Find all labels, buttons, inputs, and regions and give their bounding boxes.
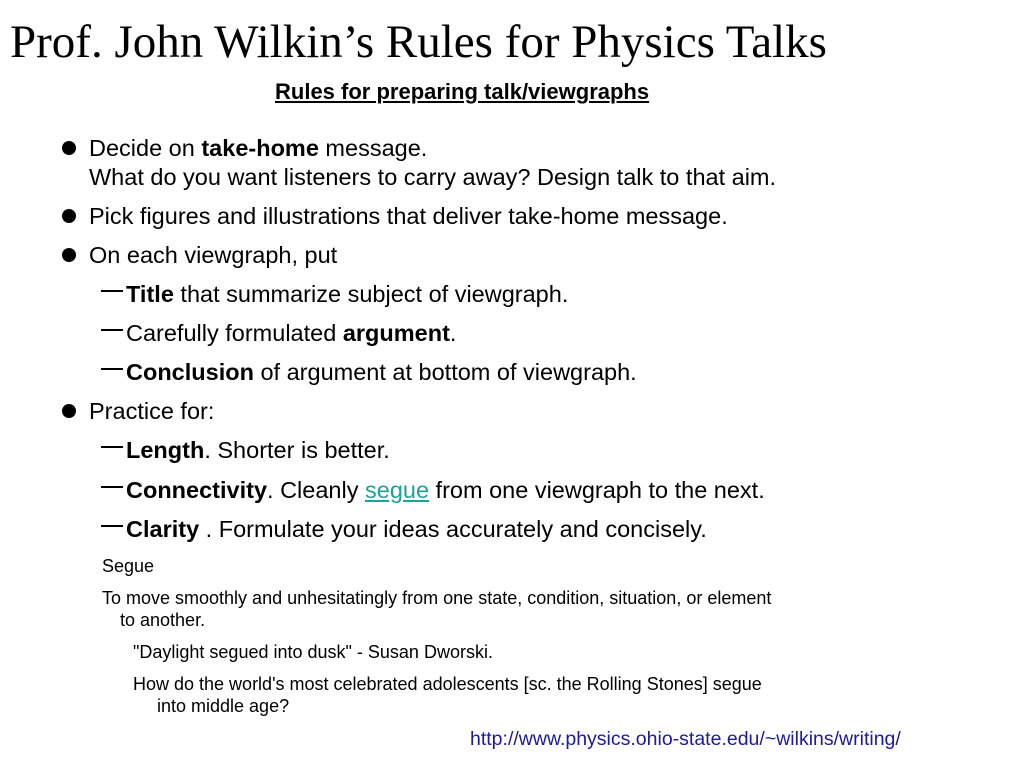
item-bold-text: take-home — [201, 135, 319, 161]
note-definition-continuation: to another. — [120, 610, 206, 630]
item-text: message. — [318, 135, 428, 161]
note-term: Segue — [102, 556, 155, 576]
source-url-link[interactable]: http://www.physics.ohio-state.edu/~wilkins/writing/ — [470, 728, 901, 750]
item-bold-text: argument — [342, 320, 450, 346]
sub-item-conclusion — [126, 357, 637, 387]
bullet-icon — [62, 209, 76, 223]
bullet-item-viewgraph: On each viewgraph, put — [89, 242, 338, 268]
note-example: How do the world's most celebrated adolescents [sc. the Rolling Stones] segue — [133, 674, 762, 694]
item-text: . — [449, 320, 457, 346]
bullet-icon — [62, 404, 76, 418]
slide-subtitle: Rules for preparing talk/viewgraphs — [275, 79, 650, 104]
item-text: Carefully formulated — [126, 320, 343, 346]
dash-icon — [101, 446, 123, 448]
note-example: "Daylight segued into dusk" - Susan Dworski. — [133, 642, 493, 662]
item-text: . Shorter is better. — [204, 437, 390, 463]
item-text: from one viewgraph to the next. — [429, 477, 765, 503]
sub-item-title — [126, 279, 568, 309]
bullet-icon — [62, 248, 76, 262]
bullet-item-take-home — [89, 133, 427, 163]
item-text: . Cleanly — [267, 477, 365, 503]
dash-icon — [101, 525, 123, 527]
bullet-item-practice: Practice for: — [89, 398, 215, 424]
item-bold-text: Title — [126, 281, 174, 307]
item-bold-text: Clarity — [126, 516, 200, 542]
note-example-continuation: into middle age? — [157, 696, 290, 716]
segue-link[interactable]: segue — [365, 477, 430, 503]
sub-item-connectivity — [126, 475, 765, 505]
note-definition: To move smoothly and unhesitatingly from one state, condition, situation, or element — [102, 588, 772, 608]
dash-icon — [101, 290, 123, 292]
item-bold-text: Length — [126, 437, 205, 463]
bullet-item-figures: Pick figures and illustrations that deliver take-home message. — [89, 203, 728, 229]
bullet-item-continuation: What do you want listeners to carry away? Design talk to that aim. — [89, 164, 777, 190]
item-bold-text: Conclusion — [126, 359, 254, 385]
slide-title: Prof. John Wilkin’s Rules for Physics Talks — [10, 16, 827, 68]
sub-item-length — [126, 435, 390, 465]
item-text: Decide on — [89, 135, 202, 161]
bullet-icon — [62, 141, 76, 155]
dash-icon — [101, 329, 123, 331]
sub-item-argument — [126, 318, 456, 348]
dash-icon — [101, 368, 123, 370]
item-bold-text: Connectivity — [126, 477, 268, 503]
dash-icon — [101, 486, 123, 488]
item-text: of argument at bottom of viewgraph. — [253, 359, 637, 385]
sub-item-clarity — [126, 514, 707, 544]
item-text: that summarize subject of viewgraph. — [173, 281, 569, 307]
item-text: . Formulate your ideas accurately and concisely. — [199, 516, 707, 542]
